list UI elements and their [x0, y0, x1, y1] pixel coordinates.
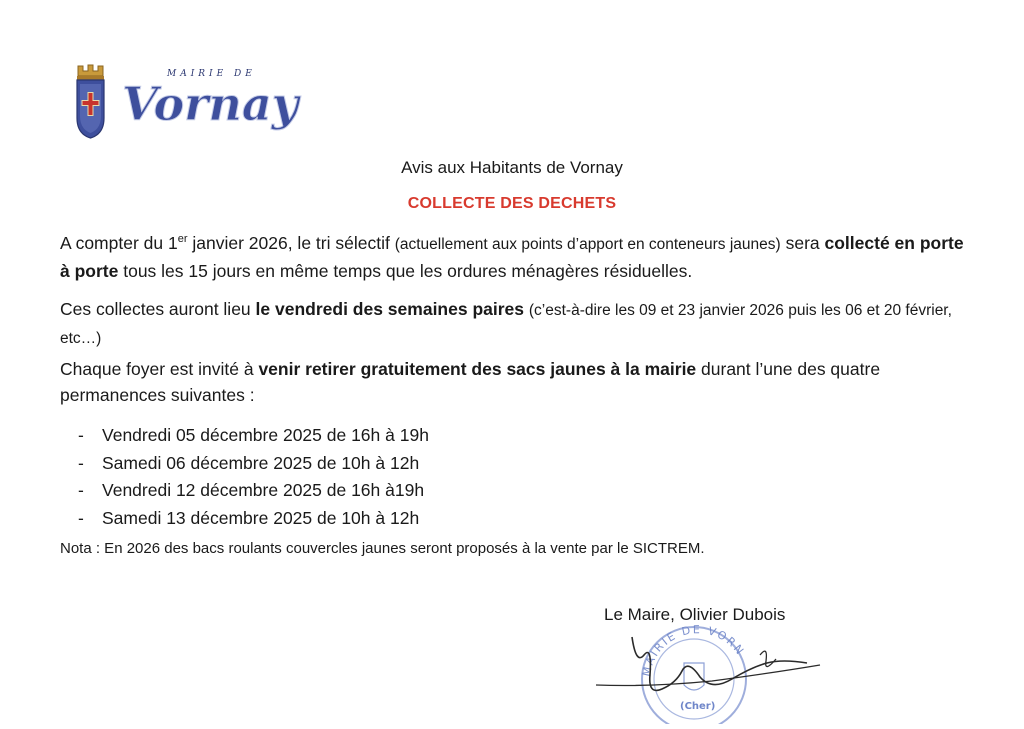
- list-item: - Samedi 06 décembre 2025 de 10h à 12h: [78, 452, 420, 473]
- permanence-list: [78, 422, 429, 532]
- official-stamp: [592, 615, 822, 724]
- list-item: - Vendredi 12 décembre 2025 de 16h à19h: [78, 480, 425, 500]
- paragraph-intro: A compter du 1er janvier 2026, le tri sélectif (actuellement aux points d’apport en conteneurs jaunes) sera collecté en porte à porte tous les 15 jours en même temps que les ordures ménagères résiduelles.: [60, 233, 964, 281]
- logo-top-text: MAIRIE DE: [167, 69, 256, 79]
- municipality-logo: [72, 62, 322, 144]
- paragraph-bags: Chaque foyer est invité à venir retirer gratuitement des sacs jaunes à la mairie durant l’une des quatre permanences suivantes :: [60, 359, 881, 405]
- nota-text: Nota : En 2026 des bacs roulants couvercles jaunes seront proposés à la vente par le SICTREM.: [60, 540, 705, 557]
- list-item: - Samedi 13 décembre 2025 de 10h à 12h: [78, 507, 420, 528]
- notice-heading: Avis aux Habitants de Vornay: [401, 158, 623, 177]
- notice-title: COLLECTE DES DECHETS: [407, 195, 617, 212]
- stamp-icon: [592, 615, 822, 724]
- paragraph-schedule: Ces collectes auront lieu le vendredi des semaines paires (c’est-à-dire les 09 et 23 janvier 2026 puis les 06 et 20 février, etc…): [60, 299, 952, 347]
- logo-name: Vornay: [122, 77, 299, 131]
- list-item: - Vendredi 05 décembre 2025 de 16h à 19h: [78, 425, 429, 445]
- stamp-sub: (Cher): [680, 701, 716, 712]
- svg-text:MAIRIE DE VORNAY: MAIRIE DE VORN: [639, 623, 748, 678]
- coat-of-arms-icon: [72, 62, 322, 144]
- mayor-signature: Le Maire, Olivier Dubois: [604, 605, 786, 624]
